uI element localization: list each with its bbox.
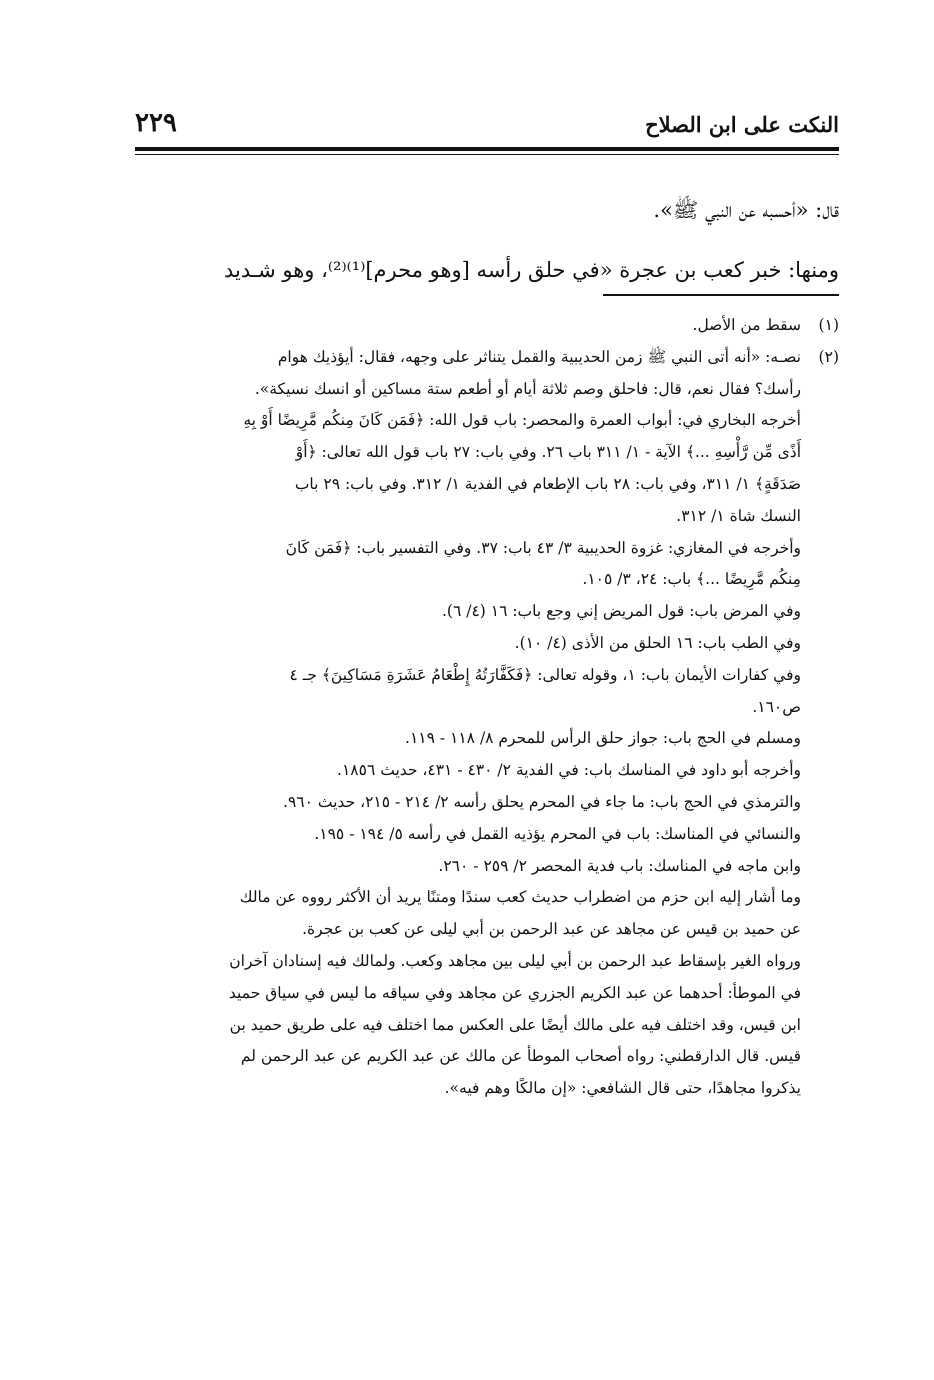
footnote-line: قيس. قال الدارقطني: رواه أصحاب الموطأ عن مالك عن عبد الكريم عن عبد الرحمن لم — [240, 1047, 801, 1066]
footnote-line: في الموطأ: أحدهما عن عبد الكريم الجزري عن مجاهد وفي سياقه ما ليس في سياق حميد — [228, 983, 801, 1002]
footnote-line: رأسك؟ فقال نعم، قال: فاحلق وصم ثلاثة أيام أو أطعم ستة مساكين أو انسك نسيكة». — [254, 379, 801, 398]
footnote-line: وفي كفارات الأيمان باب: ١، وقوله تعالى: ﴿فَكَفَّارَتُهُ إِطْعَامُ عَشَرَةِ مَسَاكِينَ﴾ جـ ٤ — [289, 665, 801, 684]
footnote-line: وأخرجه أبو داود في المناسك باب: في الفدية ٢/ ٤٣٠ - ٤٣١، حديث ١٨٥٦. — [337, 761, 801, 780]
footnote-2 — [135, 342, 839, 374]
footnote-line: وفي المرض باب: قول المريض إني وجع باب: ١٦ (٤/ ٦). — [441, 602, 801, 621]
footnotes — [135, 310, 839, 1105]
footnote-number: (١) — [818, 316, 839, 334]
footnote-number: (٢) — [818, 347, 839, 366]
footnote-line: ورواه الغير بإسقاط عبد الرحمن بن أبي ليلى بين مجاهد وكعب. ولمالك فيه إسنادان آخران — [229, 951, 801, 970]
footnote-text: نصـه: «أنه أتى النبي ﷺ زمن الحديبية والقمل يتناثر على وجهه، فقال: أيؤذيك هوام — [277, 347, 801, 366]
footnote-line: ص١٦٠. — [752, 697, 801, 716]
main-line: ومنها: خبر كعب بن عجرة «في حلق رأسه [وهو محرم]⁽¹⁾⁽²⁾، وهو شـديد — [224, 258, 839, 282]
footnote-line: وما أشار إليه ابن حزم من اضطراب حديث كعب سندًا ومتنًا يريد أن الأكثر رووه عن مالك — [239, 888, 801, 907]
footnote-line: يذكروا مجاهدًا، حتى قال الشافعي: «إن مالكًا وهم فيه». — [444, 1079, 801, 1098]
header-rule-thick — [135, 147, 839, 151]
footnote-line: صَدَقَةٍ﴾ ١/ ٣١١، وفي باب: ٢٨ باب الإطعام في الفدية ١/ ٣١٢. وفي باب: ٢٩ باب — [294, 474, 801, 493]
footnote-separator — [603, 294, 839, 296]
footnote-line: النسك شاة ١/ ٣١٢. — [676, 506, 801, 525]
main-text — [135, 180, 839, 300]
page-header — [135, 108, 839, 148]
footnote-line: والنسائي في المناسك: باب في المحرم يؤذيه القمل في رأسه ٥/ ١٩٤ - ١٩٥. — [314, 824, 801, 843]
header-rule-thin — [135, 154, 839, 155]
footnote-line: وفي الطب باب: ١٦ الحلق من الأذى (٤/ ١٠). — [514, 633, 801, 652]
footnote-line: عن حميد بن قيس عن مجاهد عن عبد الرحمن بن أبي ليلى عن كعب بن عجرة. — [302, 920, 801, 939]
footnote-text: سقط من الأصل. — [692, 316, 801, 334]
footnote-line: أَذًى مِّن رَّأْسِهِ ...﴾ الآية - ١/ ٣١١ باب ٢٦. وفي باب: ٢٧ باب قول الله تعالى: ﴿أَوْ — [295, 443, 801, 462]
footnote-line: مِنكُم مَّرِيضًا ...﴾ باب: ٢٤، ٣/ ١٠٥. — [582, 570, 801, 589]
running-title: النكت على ابن الصلاح — [645, 112, 839, 137]
footnote-2-body — [135, 374, 839, 1105]
footnote-line: وابن ماجه في المناسك: باب فدية المحصر ٢/ ٢٥٩ - ٢٦٠. — [438, 856, 801, 875]
footnote-line: ومسلم في الحج باب: جواز حلق الرأس للمحرم ٨/ ١١٨ - ١١٩. — [405, 729, 801, 748]
footnote-1 — [135, 310, 839, 342]
main-line: قال: «أحسبه عن النبي ﷺ». — [653, 198, 839, 222]
footnote-line: أخرجه البخاري في: أبواب العمرة والمحصر: باب قول الله: ﴿فَمَن كَانَ مِنكُم مَّرِيضًا أَوْ بِهِ — [243, 411, 801, 430]
footnote-line: وأخرجه في المغازي: غزوة الحديبية ٣/ ٤٣ باب: ٣٧. وفي التفسير باب: ﴿فَمَن كَانَ — [285, 538, 801, 557]
footnote-line: والترمذي في الحج باب: ما جاء في المحرم يحلق رأسه ٢/ ٢١٤ - ٢١٥، حديث ٩٦٠. — [283, 792, 801, 811]
page-number: ٢٢٩ — [135, 108, 177, 138]
footnote-line: ابن قيس، وقد اختلف فيه على مالك أيضًا على العكس مما اختلف فيه على طريق حميد بن — [229, 1015, 801, 1034]
